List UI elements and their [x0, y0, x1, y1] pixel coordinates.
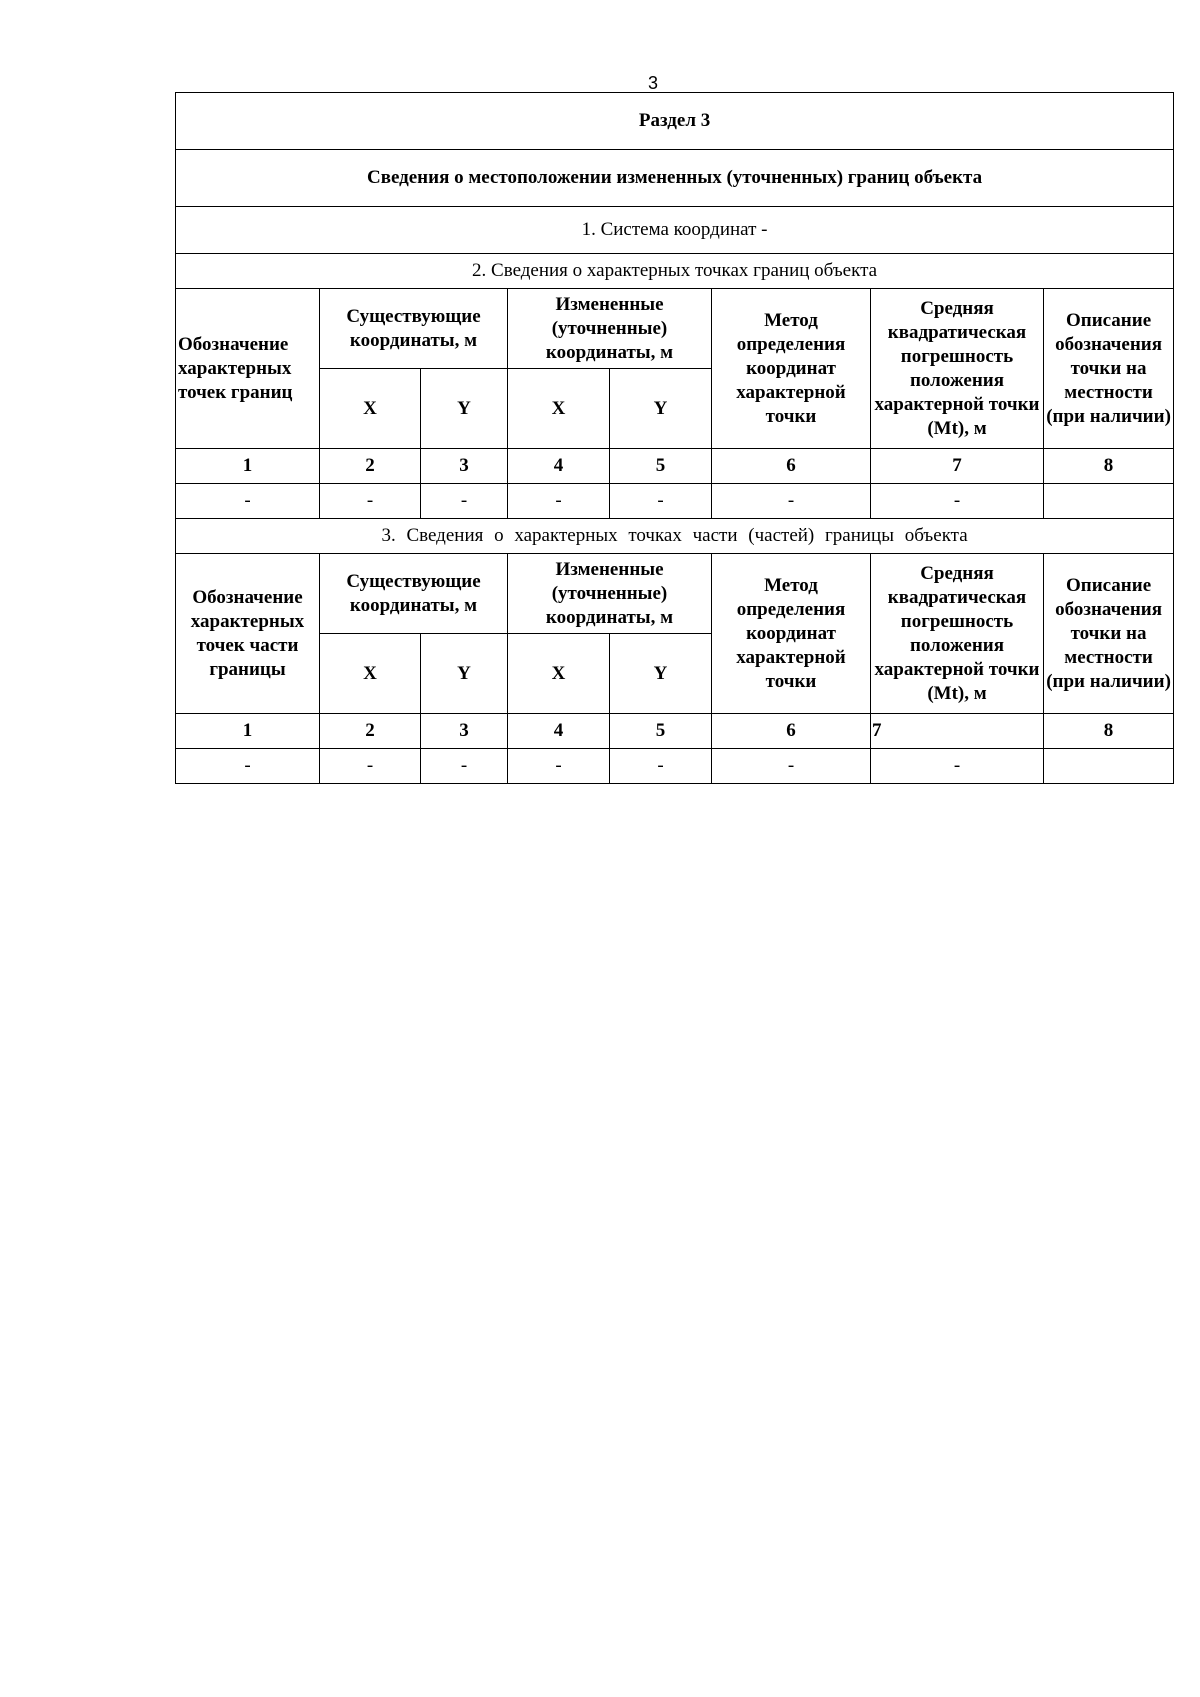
part3-title: 3. Сведения о характерных точках части (частей) границы объекта	[176, 519, 1174, 554]
part2-header-y-changed: Y	[610, 369, 712, 449]
part2-colnum-1: 1	[176, 449, 320, 484]
part3-colnum-4: 4	[508, 714, 610, 749]
part2-cell: -	[508, 484, 610, 519]
part3-colnum-2: 2	[320, 714, 421, 749]
part3-header-existing: Существующие координаты, м	[320, 554, 508, 634]
part3-colnum-7: 7	[871, 714, 1044, 749]
part2-header-existing: Существующие координаты, м	[320, 289, 508, 369]
part2-colnum-2: 2	[320, 449, 421, 484]
part3-colnum-1: 1	[176, 714, 320, 749]
part3-colnum-3: 3	[421, 714, 508, 749]
part3-cell: -	[871, 749, 1044, 784]
part3-cell: -	[712, 749, 871, 784]
part2-header-x-existing: X	[320, 369, 421, 449]
part2-cell: -	[176, 484, 320, 519]
section-3-table	[175, 92, 1174, 784]
part3-cell: -	[421, 749, 508, 784]
part3-header-description: Описание обозначения точки на местности (при наличии)	[1044, 554, 1174, 714]
part3-header-y-changed: Y	[610, 634, 712, 714]
part2-header-x-changed: X	[508, 369, 610, 449]
section-heading: Сведения о местоположении измененных (уточненных) границ объекта	[176, 150, 1174, 207]
part2-colnum-5: 5	[610, 449, 712, 484]
part2-cell: -	[320, 484, 421, 519]
part2-table-row	[176, 484, 1174, 519]
part3-cell: -	[320, 749, 421, 784]
part2-title: 2. Сведения о характерных точках границ объекта	[176, 254, 1174, 289]
part3-cell: -	[176, 749, 320, 784]
part2-colnum-4: 4	[508, 449, 610, 484]
part2-header-designation	[176, 289, 320, 449]
part3-cell: -	[508, 749, 610, 784]
part2-header-designation-label: Обозначение характерных точек границ	[178, 333, 293, 403]
part3-header-changed: Измененные (уточненные) координаты, м	[508, 554, 712, 634]
part3-colnum-5: 5	[610, 714, 712, 749]
part3-colnum-6: 6	[712, 714, 871, 749]
part3-header-y-existing: Y	[421, 634, 508, 714]
section-title: Раздел 3	[176, 93, 1174, 150]
part2-header-error: Средняя квадратическая погрешность положения характерной точки (Mt), м	[871, 289, 1044, 449]
part3-header-error: Средняя квадратическая погрешность положения характерной точки (Mt), м	[871, 554, 1044, 714]
part3-header-designation: Обозначение характерных точек части границы	[176, 554, 320, 714]
part3-column-numbers	[176, 714, 1174, 749]
part2-cell: -	[871, 484, 1044, 519]
part2-header-y-existing: Y	[421, 369, 508, 449]
part3-header-x-existing: X	[320, 634, 421, 714]
part2-column-numbers	[176, 449, 1174, 484]
coordinate-system-line: 1. Система координат -	[176, 207, 1174, 254]
part2-cell	[1044, 484, 1174, 519]
part3-colnum-8: 8	[1044, 714, 1174, 749]
part3-header-method: Метод определения координат характерной точки	[712, 554, 871, 714]
part2-cell: -	[421, 484, 508, 519]
part2-header-description: Описание обозначения точки на местности (при наличии)	[1044, 289, 1174, 449]
part3-cell	[1044, 749, 1174, 784]
part2-colnum-7: 7	[871, 449, 1044, 484]
part2-colnum-8: 8	[1044, 449, 1174, 484]
part3-header-x-changed: X	[508, 634, 610, 714]
part2-header-method: Метод определения координат характерной точки	[712, 289, 871, 449]
part2-cell: -	[610, 484, 712, 519]
page-number: 3	[647, 73, 658, 93]
part2-header-changed: Измененные (уточненные) координаты, м	[508, 289, 712, 369]
part2-cell: -	[712, 484, 871, 519]
part3-cell: -	[610, 749, 712, 784]
part2-colnum-3: 3	[421, 449, 508, 484]
part3-table-row	[176, 749, 1174, 784]
part2-colnum-6: 6	[712, 449, 871, 484]
